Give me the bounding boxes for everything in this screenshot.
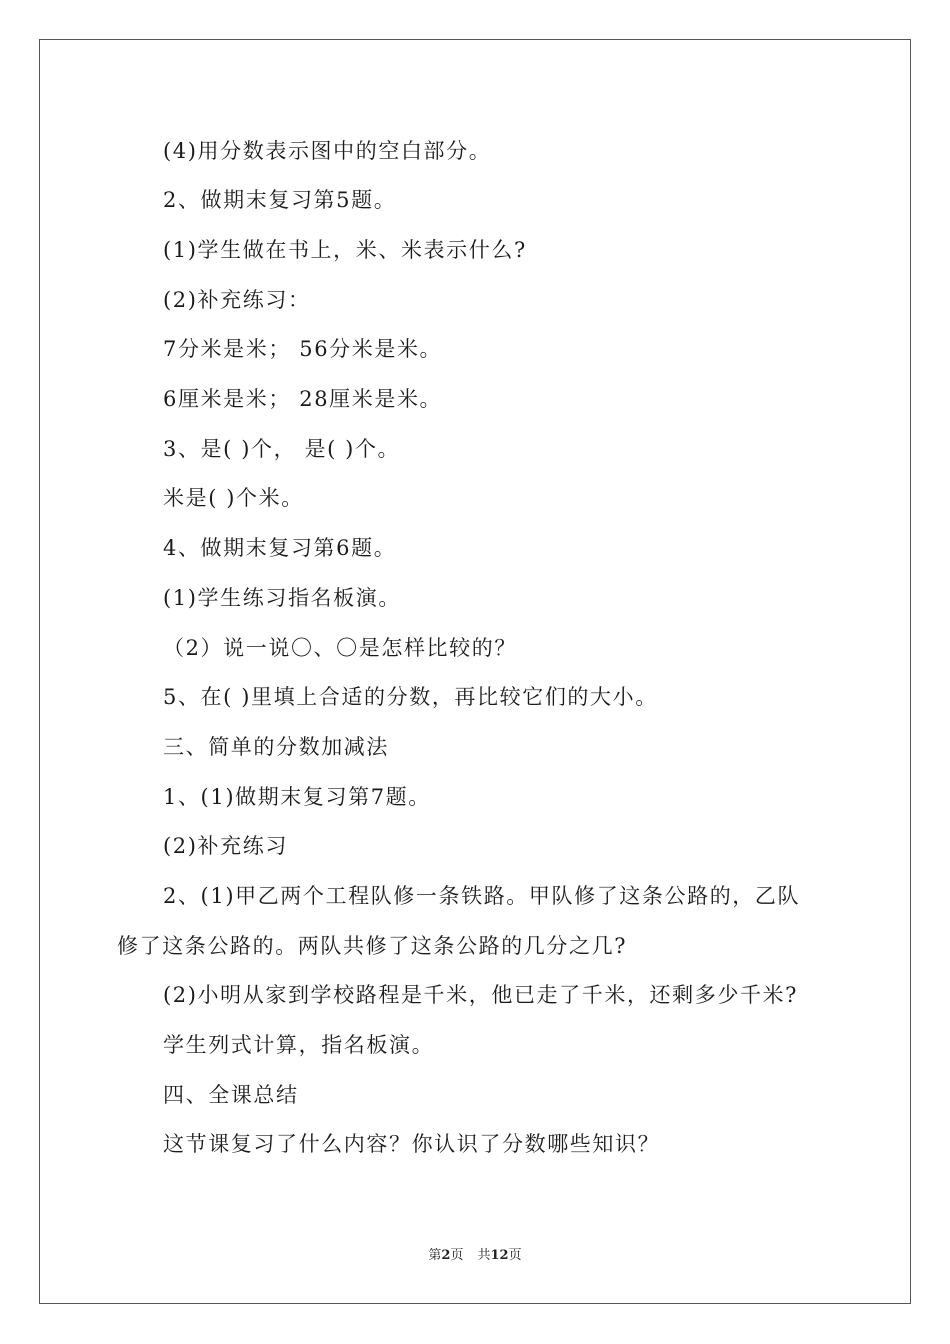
page-suffix: 页 xyxy=(450,1248,464,1263)
text-line: (2)补充练习： xyxy=(163,288,311,312)
page-prefix: 第 xyxy=(428,1248,442,1263)
text-line: (1)学生练习指名板演。 xyxy=(163,586,401,610)
text-line: 5、在( )里填上合适的分数，再比较它们的大小。 xyxy=(163,685,658,709)
total-prefix: 共 xyxy=(477,1248,491,1263)
section-heading: 四、全课总结 xyxy=(163,1083,299,1107)
text-line: 2、做期末复习第5题。 xyxy=(163,188,397,212)
text-line: 7分米是米； 56分米是米。 xyxy=(163,337,443,361)
text-line: (4)用分数表示图中的空白部分。 xyxy=(163,139,492,163)
total-pages: 12 xyxy=(490,1248,509,1263)
text-line: (2)补充练习 xyxy=(163,834,288,858)
total-suffix: 页 xyxy=(508,1248,522,1263)
text-line: 2、(1)甲乙两个工程队修一条铁路。甲队修了这条公路的，乙队 xyxy=(163,884,801,908)
text-line: 学生列式计算，指名板演。 xyxy=(163,1033,435,1057)
text-line: (2)小明从家到学校路程是千米，他已走了千米，还剩多少千米? xyxy=(163,983,799,1007)
text-line: 6厘米是米； 28厘米是米。 xyxy=(163,387,443,411)
text-line: 米是( )个米。 xyxy=(163,486,304,510)
text-line: 修了这条公路的。两队共修了这条公路的几分之几? xyxy=(117,934,628,958)
section-heading: 三、简单的分数加减法 xyxy=(163,735,389,759)
text-line: 这节课复习了什么内容？你认识了分数哪些知识？ xyxy=(163,1132,661,1156)
text-line: （2）说一说〇、〇是怎样比较的？ xyxy=(163,636,517,660)
page-number: 2 xyxy=(441,1248,451,1263)
text-line: (1)学生做在书上，米、米表示什么? xyxy=(163,238,527,262)
text-line: 4、做期末复习第6题。 xyxy=(163,536,397,560)
text-line: 3、是( )个， 是( )个。 xyxy=(163,437,401,461)
page-footer xyxy=(0,1247,950,1265)
text-line: 1、(1)做期末复习第7题。 xyxy=(163,785,431,809)
